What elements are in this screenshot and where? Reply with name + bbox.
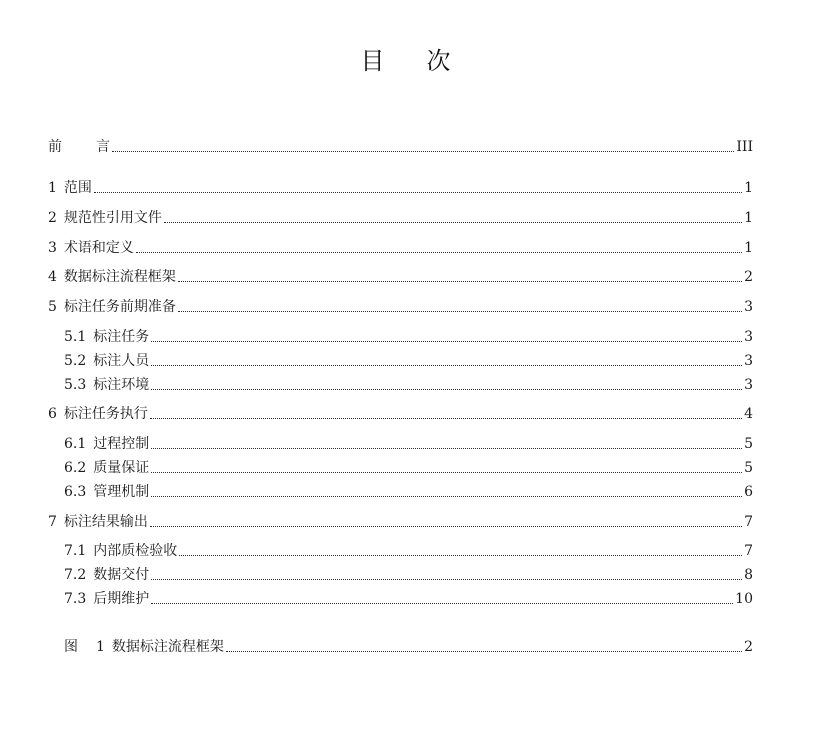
toc-entry-label: 术语和定义 [63,240,134,256]
toc-entry-page: III [736,139,753,155]
toc-entry-number: 5 [48,299,57,315]
toc-entry-number: 7.1 [64,543,87,559]
toc-leader-dots [150,418,742,419]
toc-entry-number: 6.3 [64,484,87,500]
toc-entry-page: 10 [735,591,753,607]
toc-entry[interactable] [48,266,753,286]
toc-entry-page: 5 [744,460,753,476]
toc-entry[interactable] [48,403,753,423]
toc-entry-label: 范围 [63,180,92,196]
toc-entry-label: 数据交付 [93,567,150,583]
toc-entry[interactable] [48,511,753,531]
toc-entry-label: 质量保证 [93,460,150,476]
toc-entry-preface[interactable] [48,136,753,156]
toc-entry-label: 数据标注流程框架 [63,269,176,285]
toc-leader-dots [151,579,742,580]
toc-figure-prefix: 图 [64,639,92,655]
toc-entry-page: 3 [744,377,753,393]
toc-entry-number: 7 [48,514,57,530]
toc-entry-label: 规范性引用文件 [63,210,162,226]
toc-entry-number: 7.3 [64,591,87,607]
toc-entry-page: 1 [744,180,753,196]
toc-entry-number: 5.3 [64,377,87,393]
toc-entry-number: 6.2 [64,460,87,476]
toc-entry-number: 6 [48,406,57,422]
toc-entry[interactable] [48,296,753,316]
toc-subentry[interactable] [64,564,753,584]
toc-entry-label: 标注环境 [93,377,150,393]
toc-entry-page: 8 [744,567,753,583]
toc-leader-dots [151,496,742,497]
toc-entry-number: 3 [48,240,57,256]
toc-entry-page: 2 [744,269,753,285]
toc-entry[interactable] [48,177,753,197]
page-title: 目次 [360,47,493,75]
toc-entry-label: 前言 [48,139,110,155]
toc-subentry[interactable] [64,374,753,394]
toc-entry-number: 4 [48,269,57,285]
toc-entry-page: 6 [744,484,753,500]
toc-subentry[interactable] [64,540,753,560]
toc-entry-number: 2 [48,210,57,226]
toc-entry-page: 3 [744,299,753,315]
toc-entry-page: 1 [744,210,753,226]
toc-leader-dots [151,472,742,473]
toc-entry-label: 标注人员 [93,353,150,369]
toc-leader-dots [151,603,733,604]
toc-entry-page: 3 [744,353,753,369]
toc-entry-page: 7 [744,543,753,559]
toc-entry-page: 4 [744,406,753,422]
toc-entry-number: 5.2 [64,353,87,369]
toc-entry-label: 内部质检验收 [93,543,178,559]
toc-figure-page: 2 [744,639,753,655]
toc-entry-page: 3 [744,329,753,345]
toc-entry-page: 1 [744,240,753,256]
toc-subentry[interactable] [64,588,753,608]
toc-leader-dots [151,448,742,449]
toc-entry-label: 标注任务执行 [63,406,148,422]
toc-entry-label: 标注任务 [93,329,150,345]
toc-leader-dots [94,192,742,193]
toc-figure-entry[interactable] [64,636,753,656]
toc-leader-dots [136,252,742,253]
toc-entry-number: 7.2 [64,567,87,583]
toc-subentry[interactable] [64,457,753,477]
toc-subentry[interactable] [64,481,753,501]
toc-entry[interactable] [48,237,753,257]
toc-leader-dots [164,222,742,223]
toc-entry-label: 过程控制 [93,436,150,452]
toc-entry-label: 标注任务前期准备 [63,299,176,315]
toc-subentry[interactable] [64,326,753,346]
toc-leader-dots [151,365,742,366]
toc-leader-dots [151,389,742,390]
toc-subentry[interactable] [64,350,753,370]
toc-entry-label: 后期维护 [93,591,150,607]
toc-figure-label: 数据标注流程框架 [111,639,224,655]
toc-leader-dots [150,526,742,527]
toc-entry-number: 1 [48,180,57,196]
toc-entry[interactable] [48,207,753,227]
toc-entry-label: 标注结果输出 [63,514,148,530]
toc-subentry[interactable] [64,433,753,453]
toc-entry-page: 5 [744,436,753,452]
toc-entry-page: 7 [744,514,753,530]
toc-leader-dots [226,651,742,652]
toc-leader-dots [179,555,742,556]
toc-leader-dots [112,151,734,152]
toc-entry-number: 5.1 [64,329,87,345]
toc-leader-dots [178,281,742,282]
toc-leader-dots [178,311,742,312]
toc-leader-dots [151,341,742,342]
toc-entry-label: 管理机制 [93,484,150,500]
toc-entry-number: 6.1 [64,436,87,452]
toc-figure-number: 1 [96,639,105,655]
